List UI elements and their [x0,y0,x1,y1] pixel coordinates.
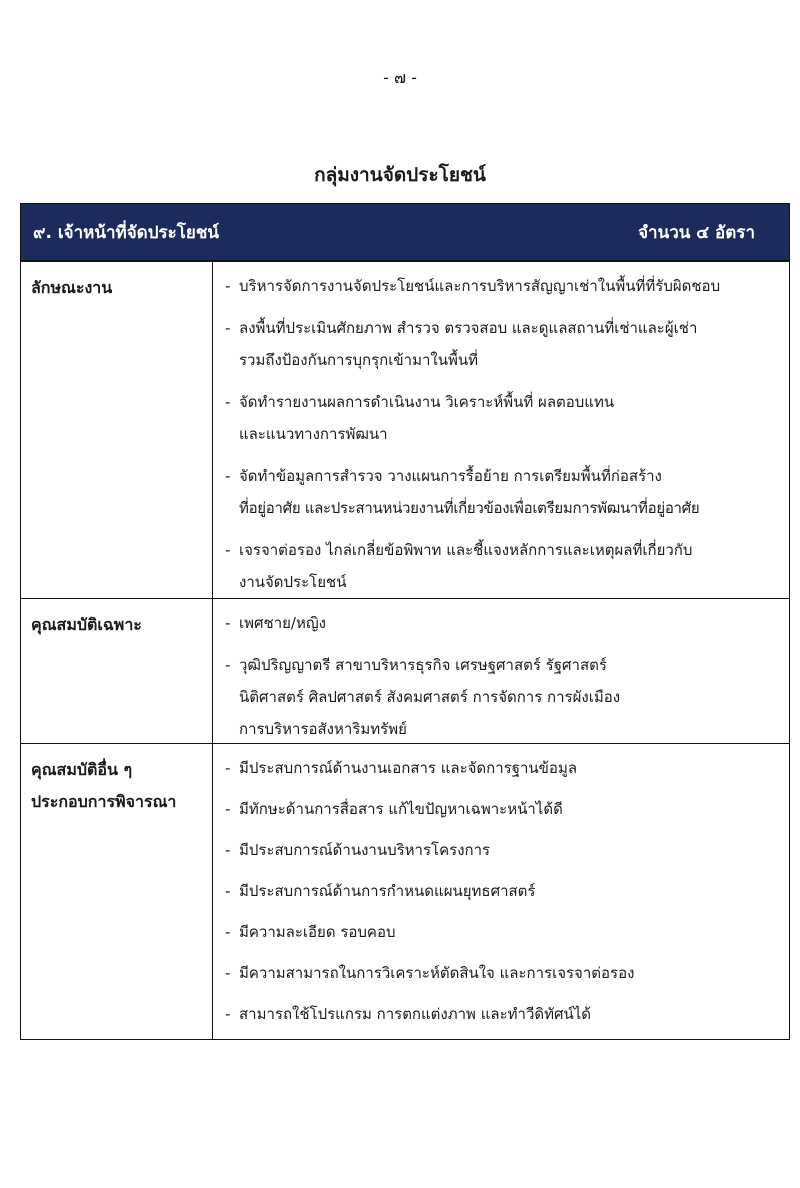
item-line: นิติศาสตร์ ศิลปศาสตร์ สังคมศาสตร์ การจัดการ การผังเมือง [239,688,621,706]
item-line: การบริหารอสังหาริมทรัพย์ [239,720,407,738]
section-title: กลุ่มงานจัดประโยชน์ [314,164,486,186]
bullet-dash: - [225,800,231,818]
item-line: วุฒิปริญญาตรี สาขาบริหารธุรกิจ เศรษฐศาสตร์ รัฐศาสตร์ [239,656,607,674]
item-line: งานจัดประโยชน์ [239,573,347,591]
item-line: เพศชาย/หญิง [239,614,326,632]
row-other-qualifications [21,743,789,1039]
item-line: จัดทำรายงานผลการดำเนินงาน วิเคราะห์พื้นที่ ผลตอบแทน [239,393,615,411]
list-item [225,957,783,989]
item-line: ลงพื้นที่ประเมินศักยภาพ สำรวจ ตรวจสอบ และดูแลสถานที่เช่าและผู้เช่า [239,319,698,337]
position-title: ๙. เจ้าหน้าที่จัดประโยชน์ [33,222,220,243]
position-header [21,204,789,261]
item-line: เจรจาต่อรอง ไกล่เกลี่ยข้อพิพาท และชี้แจงหลักการและเหตุผลที่เกี่ยวกับ [239,541,693,559]
row-label-specific-qualifications: คุณสมบัติเฉพาะ [21,599,213,743]
list-item [225,649,783,745]
item-line: มีความสามารถในการวิเคราะห์ตัดสินใจ และการเจรจาต่อรอง [239,964,635,982]
position-count: จำนวน ๔ อัตรา [638,222,755,243]
item-line: สามารถใช้โปรแกรม การตกแต่งภาพ และทำวีดิทัศน์ได้ [239,1005,592,1023]
row-content-job-description [213,262,789,598]
position-table [20,203,790,1040]
row-label-job-description: ลักษณะงาน [21,262,213,598]
list-item [225,534,783,598]
list-item [225,834,783,866]
row-content-other-qualifications [213,744,789,1039]
bullet-dash: - [225,841,231,859]
item-line: มีประสบการณ์ด้านงานบริหารโครงการ [239,841,491,859]
item-line: มีความละเอียด รอบคอบ [239,923,396,941]
row-content-specific-qualifications [213,599,789,743]
item-line: มีทักษะด้านการสื่อสาร แก้ไขปัญหาเฉพาะหน้าได้ดี [239,800,563,818]
bullet-dash: - [225,923,231,941]
bullet-dash: - [225,964,231,982]
list-item [225,875,783,907]
item-line: มีประสบการณ์ด้านการกำหนดแผนยุทธศาสตร์ [239,882,536,900]
bullet-dash: - [225,759,231,777]
bullet-dash: - [225,541,231,559]
bullet-dash: - [225,1005,231,1023]
label-line: คุณสมบัติอื่น ๆ [31,760,133,779]
list-item [225,386,783,450]
bullet-dash: - [225,614,231,632]
item-line: บริหารจัดการงานจัดประโยชน์และการบริหารสัญญาเช่าในพื้นที่ที่รับผิดชอบ [239,277,721,295]
bullet-dash: - [225,467,231,485]
row-label-other-qualifications [21,744,213,1039]
bullet-dash: - [225,277,231,295]
bullet-dash: - [225,319,231,337]
list-item [225,752,783,784]
item-line: จัดทำข้อมูลการสำรวจ วางแผนการรื้อย้าย การเตรียมพื้นที่ก่อสร้าง [239,467,662,485]
bullet-dash: - [225,656,231,674]
item-line: ที่อยู่อาศัย และประสานหน่วยงานที่เกี่ยวข้องเพื่อเตรียมการพัฒนาที่อยู่อาศัย [239,499,700,517]
list-item [225,312,783,376]
item-line: รวมถึงป้องกันการบุกรุกเข้ามาในพื้นที่ [239,351,478,369]
list-item [225,607,783,639]
row-job-description [21,261,789,598]
page-number: - ๗ - [383,68,417,87]
label-line: ประกอบการพิจารณา [31,792,177,811]
bullet-dash: - [225,882,231,900]
item-line: และแนวทางการพัฒนา [239,425,388,443]
list-item [225,998,783,1030]
list-item [225,270,783,302]
list-item [225,460,783,524]
list-item [225,793,783,825]
bullet-dash: - [225,393,231,411]
item-line: มีประสบการณ์ด้านงานเอกสาร และจัดการฐานข้อมูล [239,759,578,777]
row-specific-qualifications [21,598,789,743]
list-item [225,916,783,948]
